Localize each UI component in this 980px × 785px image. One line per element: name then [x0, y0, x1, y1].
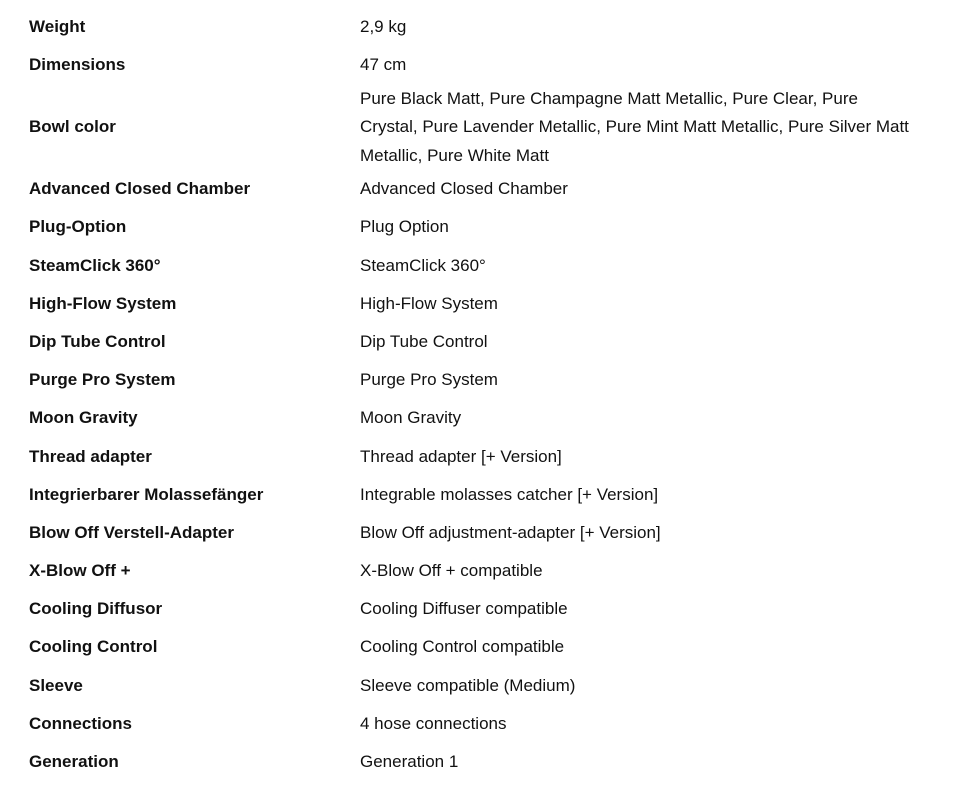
spec-value: Cooling Control compatible — [360, 637, 565, 657]
spec-row-dimensions — [29, 46, 949, 84]
spec-row-connections — [29, 705, 949, 743]
spec-label: Dip Tube Control — [29, 331, 166, 351]
spec-label: Moon Gravity — [29, 408, 138, 428]
spec-row-cooling-control — [29, 629, 949, 667]
spec-label: Cooling Diffusor — [29, 599, 163, 619]
spec-label: High-Flow System — [29, 293, 177, 313]
spec-value: High-Flow System — [360, 293, 498, 313]
spec-value: Cooling Diffuser compatible — [360, 599, 568, 619]
spec-row-molasses-catcher — [29, 476, 949, 514]
spec-label: Thread adapter — [29, 446, 152, 466]
spec-row-purge-pro — [29, 361, 949, 399]
spec-value: 47 cm — [360, 55, 407, 75]
spec-label: Generation — [29, 752, 119, 772]
spec-value: 2,9 kg — [360, 16, 407, 36]
spec-label: Sleeve — [29, 675, 83, 695]
spec-row-thread-adapter — [29, 438, 949, 476]
spec-value: Moon Gravity — [360, 408, 462, 428]
spec-row-generation — [29, 743, 949, 781]
spec-value: Advanced Closed Chamber — [360, 179, 568, 199]
spec-label: Blow Off Verstell-Adapter — [29, 522, 234, 542]
spec-value: Generation 1 — [360, 752, 459, 772]
spec-value: 4 hose connections — [360, 713, 507, 733]
spec-label: Weight — [29, 16, 86, 36]
spec-row-dip-tube — [29, 323, 949, 361]
spec-value: Purge Pro System — [360, 370, 498, 390]
spec-value: Pure Black Matt, Pure Champagne Matt Metallic, Pure Clear, Pure Crystal, Pure Lavender Metallic, Pure Mint Matt Metallic, Pure Silver Matt Metallic, Pure White Matt — [360, 88, 909, 165]
spec-value: Thread adapter [+ Version] — [360, 446, 562, 466]
spec-value: SteamClick 360° — [360, 255, 486, 275]
spec-row-cooling-diffusor — [29, 590, 949, 628]
spec-row-steamclick — [29, 247, 949, 285]
spec-table — [29, 8, 949, 781]
spec-value: Sleeve compatible (Medium) — [360, 675, 576, 695]
spec-value: Blow Off adjustment-adapter [+ Version] — [360, 522, 661, 542]
spec-value: Dip Tube Control — [360, 331, 488, 351]
spec-label: Purge Pro System — [29, 370, 176, 390]
spec-row-moon-gravity — [29, 400, 949, 438]
spec-row-x-blow-off — [29, 552, 949, 590]
spec-label: Dimensions — [29, 55, 126, 75]
spec-label: X-Blow Off + — [29, 561, 131, 581]
spec-value: Integrable molasses catcher [+ Version] — [360, 484, 659, 504]
spec-value: X-Blow Off + compatible — [360, 561, 543, 581]
spec-label: Plug-Option — [29, 217, 127, 237]
spec-row-sleeve — [29, 667, 949, 705]
spec-label: Integrierbarer Molassefänger — [29, 484, 264, 504]
spec-row-plug-option — [29, 209, 949, 247]
spec-row-bowl-color — [29, 84, 949, 170]
spec-row-blow-off-adapter — [29, 514, 949, 552]
spec-label: SteamClick 360° — [29, 255, 161, 275]
spec-row-weight — [29, 8, 949, 46]
spec-label: Advanced Closed Chamber — [29, 179, 251, 199]
spec-label: Connections — [29, 713, 132, 733]
spec-row-advanced-closed-chamber — [29, 170, 949, 208]
spec-label: Bowl color — [29, 117, 116, 137]
spec-label: Cooling Control — [29, 637, 158, 657]
spec-row-high-flow — [29, 285, 949, 323]
spec-value: Plug Option — [360, 217, 449, 237]
